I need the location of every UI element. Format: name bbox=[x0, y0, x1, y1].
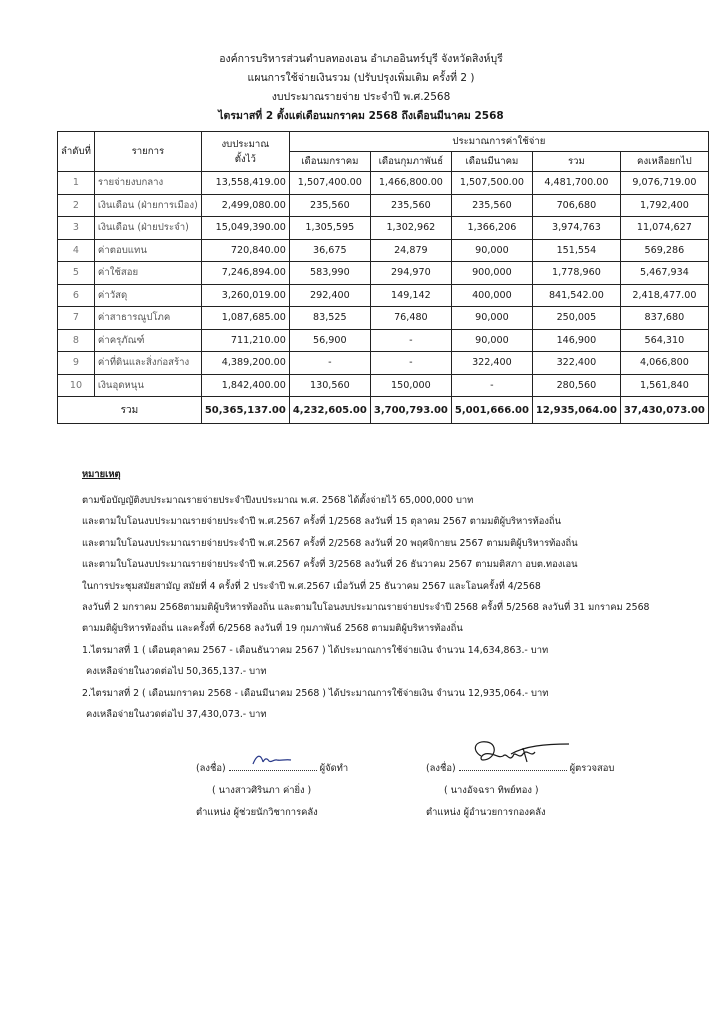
remarks-section bbox=[82, 467, 682, 725]
handwritten-signature bbox=[465, 738, 575, 770]
row-budget: 13,558,419.00 bbox=[201, 172, 289, 195]
row-remain: 1,561,840 bbox=[620, 374, 708, 397]
row-budget: 1,842,400.00 bbox=[201, 374, 289, 397]
row-item: ค่าใช้สอย bbox=[94, 262, 201, 285]
row-index: 10 bbox=[58, 374, 95, 397]
row-mar: 1,366,206 bbox=[451, 217, 532, 240]
table-row bbox=[58, 172, 709, 195]
row-jan: 292,400 bbox=[289, 284, 370, 307]
signature-line bbox=[229, 758, 317, 771]
row-feb: - bbox=[370, 352, 451, 375]
document-header bbox=[0, 50, 722, 126]
row-index: 2 bbox=[58, 194, 95, 217]
row-jan: 1,305,595 bbox=[289, 217, 370, 240]
row-sum: 841,542.00 bbox=[532, 284, 620, 307]
remark-line: คงเหลือจ่ายในงวดต่อไป 50,365,137.- บาท bbox=[86, 666, 267, 678]
budget-table bbox=[57, 131, 709, 424]
row-feb: 1,302,962 bbox=[370, 217, 451, 240]
handwritten-signature bbox=[251, 752, 295, 768]
table-row bbox=[58, 239, 709, 262]
header-index: ลำดับที่ bbox=[58, 132, 95, 172]
header-jan: เดือนมกราคม bbox=[289, 152, 370, 172]
row-feb: 149,142 bbox=[370, 284, 451, 307]
row-item: ค่าสาธารณูปโภค bbox=[94, 307, 201, 330]
row-jan: 130,560 bbox=[289, 374, 370, 397]
remark-line: ในการประชุมสมัยสามัญ สมัยที่ 4 ครั้งที่ 2 ประจำปี พ.ศ.2567 เมื่อวันที่ 25 ธันวาคม 2567 และโอนครั้งที่ 4/2568 bbox=[82, 580, 541, 592]
row-mar: - bbox=[451, 374, 532, 397]
row-mar: 322,400 bbox=[451, 352, 532, 375]
row-budget: 711,210.00 bbox=[201, 329, 289, 352]
total-mar: 5,001,666.00 bbox=[451, 397, 532, 424]
header-budget bbox=[201, 132, 289, 172]
row-index: 3 bbox=[58, 217, 95, 240]
header-estimate-group: ประมาณการค่าใช้จ่าย bbox=[289, 132, 708, 152]
quarter-range: ไตรมาสที่ 2 ตั้งแต่เดือนมกราคม 2568 ถึงเดือนมีนาคม 2568 bbox=[218, 110, 504, 122]
row-mar: 900,000 bbox=[451, 262, 532, 285]
row-feb: 235,560 bbox=[370, 194, 451, 217]
total-jan: 4,232,605.00 bbox=[289, 397, 370, 424]
row-sum: 146,900 bbox=[532, 329, 620, 352]
row-index: 1 bbox=[58, 172, 95, 195]
row-jan: 583,990 bbox=[289, 262, 370, 285]
row-remain: 1,792,400 bbox=[620, 194, 708, 217]
total-remain: 37,430,073.00 bbox=[620, 397, 708, 424]
header-budget-line1: งบประมาณ bbox=[221, 138, 270, 150]
row-jan: - bbox=[289, 352, 370, 375]
row-remain: 4,066,800 bbox=[620, 352, 708, 375]
remark-line: 2.ไตรมาสที่ 2 ( เดือนมกราคม 2568 - เดือนมีนาคม 2568 ) ได้ประมาณการใช้จ่ายเงิน จำนวน 12,935,064.- บาท bbox=[82, 687, 549, 699]
row-sum: 250,005 bbox=[532, 307, 620, 330]
row-budget: 7,246,894.00 bbox=[201, 262, 289, 285]
remark-line: คงเหลือจ่ายในงวดต่อไป 37,430,073.- บาท bbox=[86, 708, 267, 720]
row-item: รายจ่ายงบกลาง bbox=[94, 172, 201, 195]
row-remain: 2,418,477.00 bbox=[620, 284, 708, 307]
row-sum: 1,778,960 bbox=[532, 262, 620, 285]
row-budget: 2,499,080.00 bbox=[201, 194, 289, 217]
plan-title: แผนการใช้จ่ายเงินรวม (ปรับปรุงเพิ่มเติม ครั้งที่ 2 ) bbox=[247, 72, 475, 84]
row-mar: 235,560 bbox=[451, 194, 532, 217]
org-name: องค์การบริหารส่วนตำบลทองเอน อำเภออินทร์บุรี จังหวัดสิงห์บุรี bbox=[219, 53, 503, 65]
signer-position: ตำแหน่ง ผู้ช่วยนักวิชาการคลัง bbox=[196, 807, 318, 818]
sign-role: ผู้ตรวจสอบ bbox=[569, 763, 615, 774]
row-budget: 3,260,019.00 bbox=[201, 284, 289, 307]
sign-role: ผู้จัดทำ bbox=[319, 763, 349, 774]
row-mar: 1,507,500.00 bbox=[451, 172, 532, 195]
total-row bbox=[58, 397, 709, 424]
signature-block-reviewer bbox=[426, 758, 614, 824]
header-sum: รวม bbox=[532, 152, 620, 172]
table-row bbox=[58, 217, 709, 240]
signature-line bbox=[459, 758, 567, 771]
table-row bbox=[58, 329, 709, 352]
row-budget: 1,087,685.00 bbox=[201, 307, 289, 330]
remark-line: และตามใบโอนงบประมาณรายจ่ายประจำปี พ.ศ.2567 ครั้งที่ 1/2568 ลงวันที่ 15 ตุลาคม 2567 ตามมติผู้บริหารท้องถิ่น bbox=[82, 516, 562, 528]
row-sum: 151,554 bbox=[532, 239, 620, 262]
row-remain: 11,074,627 bbox=[620, 217, 708, 240]
row-item: เงินอุดหนุน bbox=[94, 374, 201, 397]
row-jan: 235,560 bbox=[289, 194, 370, 217]
row-feb: 76,480 bbox=[370, 307, 451, 330]
row-mar: 90,000 bbox=[451, 307, 532, 330]
row-remain: 837,680 bbox=[620, 307, 708, 330]
budget-year: งบประมาณรายจ่าย ประจำปี พ.ศ.2568 bbox=[271, 91, 451, 103]
row-feb: - bbox=[370, 329, 451, 352]
table-row bbox=[58, 194, 709, 217]
row-index: 9 bbox=[58, 352, 95, 375]
table-row bbox=[58, 307, 709, 330]
total-feb: 3,700,793.00 bbox=[370, 397, 451, 424]
row-mar: 90,000 bbox=[451, 329, 532, 352]
remark-line: ตามข้อบัญญัติงบประมาณรายจ่ายประจำปีงบประมาณ พ.ศ. 2568 ได้ตั้งจ่ายไว้ 65,000,000 บาท bbox=[82, 495, 474, 506]
sign-label: (ลงชื่อ) bbox=[426, 763, 456, 774]
row-budget: 720,840.00 bbox=[201, 239, 289, 262]
row-remain: 5,467,934 bbox=[620, 262, 708, 285]
row-jan: 83,525 bbox=[289, 307, 370, 330]
remark-line: และตามใบโอนงบประมาณรายจ่ายประจำปี พ.ศ.2567 ครั้งที่ 2/2568 ลงวันที่ 20 พฤศจิกายน 2567 ตามมติผู้บริหารท้องถิ่น bbox=[82, 537, 578, 549]
row-sum: 280,560 bbox=[532, 374, 620, 397]
header-mar: เดือนมีนาคม bbox=[451, 152, 532, 172]
row-item: เงินเดือน (ฝ่ายประจำ) bbox=[94, 217, 201, 240]
row-mar: 400,000 bbox=[451, 284, 532, 307]
table-row bbox=[58, 352, 709, 375]
table-row bbox=[58, 374, 709, 397]
row-remain: 9,076,719.00 bbox=[620, 172, 708, 195]
header-item: รายการ bbox=[94, 132, 201, 172]
table-row bbox=[58, 262, 709, 285]
signer-name: ( นางอัจฉรา ทิพย์ทอง ) bbox=[444, 785, 539, 796]
row-item: ค่าครุภัณฑ์ bbox=[94, 329, 201, 352]
row-budget: 15,049,390.00 bbox=[201, 217, 289, 240]
row-index: 8 bbox=[58, 329, 95, 352]
row-jan: 36,675 bbox=[289, 239, 370, 262]
signature-block-preparer bbox=[196, 758, 348, 824]
remarks-title: หมายเหตุ bbox=[82, 469, 121, 480]
signer-name: ( นางสาวศิรินภา ค่ายิ่ง ) bbox=[212, 785, 312, 796]
total-label: รวม bbox=[58, 397, 202, 424]
row-sum: 322,400 bbox=[532, 352, 620, 375]
row-item: ค่าวัสดุ bbox=[94, 284, 201, 307]
row-feb: 1,466,800.00 bbox=[370, 172, 451, 195]
total-budget: 50,365,137.00 bbox=[201, 397, 289, 424]
sign-label: (ลงชื่อ) bbox=[196, 763, 226, 774]
row-sum: 706,680 bbox=[532, 194, 620, 217]
remark-line: ลงวันที่ 2 มกราคม 2568ตามมติผู้บริหารท้องถิ่น และตามใบโอนงบประมาณรายจ่ายประจำปี 2568 ครั้งที่ 5/2568 ลงวันที่ 31 มกราคม 2568 bbox=[82, 601, 650, 613]
row-jan: 56,900 bbox=[289, 329, 370, 352]
table-row bbox=[58, 284, 709, 307]
signer-position: ตำแหน่ง ผู้อำนวยการกองคลัง bbox=[426, 807, 546, 818]
row-sum: 4,481,700.00 bbox=[532, 172, 620, 195]
total-sum: 12,935,064.00 bbox=[532, 397, 620, 424]
row-feb: 24,879 bbox=[370, 239, 451, 262]
header-feb: เดือนกุมภาพันธ์ bbox=[370, 152, 451, 172]
row-index: 5 bbox=[58, 262, 95, 285]
row-feb: 294,970 bbox=[370, 262, 451, 285]
row-remain: 564,310 bbox=[620, 329, 708, 352]
row-feb: 150,000 bbox=[370, 374, 451, 397]
row-mar: 90,000 bbox=[451, 239, 532, 262]
row-budget: 4,389,200.00 bbox=[201, 352, 289, 375]
row-index: 7 bbox=[58, 307, 95, 330]
header-remain: คงเหลือยกไป bbox=[620, 152, 708, 172]
remark-line: ตามมติผู้บริหารท้องถิ่น และครั้งที่ 6/2568 ลงวันที่ 19 กุมภาพันธ์ 2568 ตามมติผู้บริหารท้องถิ่น bbox=[82, 623, 463, 635]
row-item: ค่าตอบแทน bbox=[94, 239, 201, 262]
row-sum: 3,974,763 bbox=[532, 217, 620, 240]
row-index: 4 bbox=[58, 239, 95, 262]
row-remain: 569,286 bbox=[620, 239, 708, 262]
row-index: 6 bbox=[58, 284, 95, 307]
header-budget-line2: ตั้งไว้ bbox=[234, 153, 256, 165]
row-jan: 1,507,400.00 bbox=[289, 172, 370, 195]
remark-line: และตามใบโอนงบประมาณรายจ่ายประจำปี พ.ศ.2567 ครั้งที่ 3/2568 ลงวันที่ 26 ธันวาคม 2567 ตามมติสภา อบต.ทองเอน bbox=[82, 559, 578, 571]
row-item: เงินเดือน (ฝ่ายการเมือง) bbox=[94, 194, 201, 217]
remark-line: 1.ไตรมาสที่ 1 ( เดือนตุลาคม 2567 - เดือนธันวาคม 2567 ) ได้ประมาณการใช้จ่ายเงิน จำนวน 14,634,863.- บาท bbox=[82, 644, 549, 656]
row-item: ค่าที่ดินและสิ่งก่อสร้าง bbox=[94, 352, 201, 375]
